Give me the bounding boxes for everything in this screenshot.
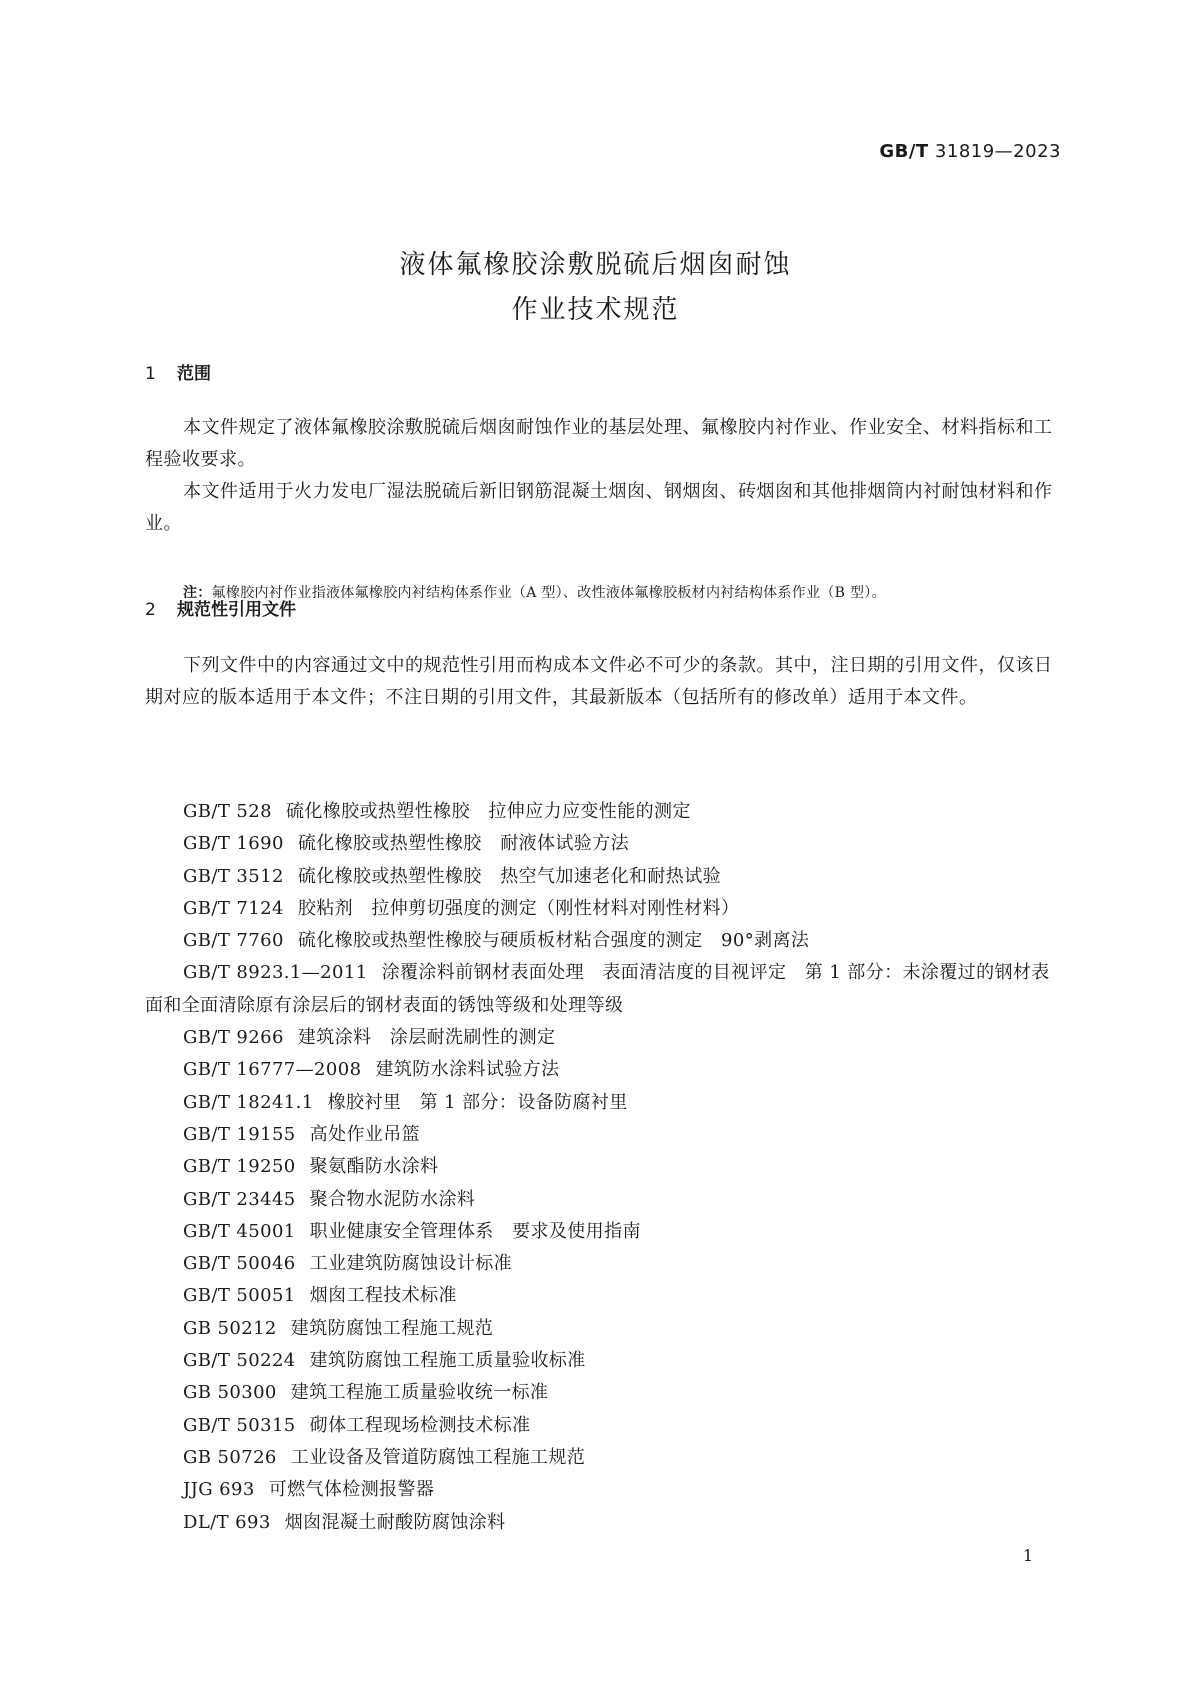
reference-item — [145, 1313, 1065, 1345]
references-intro: 下列文件中的内容通过文中的规范性引用而构成本文件必不可少的条款。其中，注日期的引用文件，仅该日期对应的版本适用于本文件；不注日期的引用文件，其最新版本（包括所有的修改单）适用于本文件。 — [145, 655, 1053, 708]
reference-item — [145, 1087, 1065, 1119]
document-title-line2: 作业技术规范 — [511, 295, 680, 325]
section-number: 1 — [145, 364, 156, 384]
reference-title: 可燃气体检测报警器 — [268, 1479, 435, 1501]
reference-item — [145, 925, 1065, 957]
reference-code: GB/T 7760 — [183, 930, 284, 952]
scope-paragraph-1: 本文件规定了液体氟橡胶涂敷脱硫后烟囱耐蚀作业的基层处理、氟橡胶内衬作业、作业安全、材料指标和工程验收要求。 — [145, 417, 1053, 470]
reference-code: GB/T 50315 — [183, 1414, 296, 1436]
reference-code: DL/T 693 — [183, 1511, 271, 1533]
note-text: 氟橡胶内衬作业指液体氟橡胶内衬结构体系作业（A 型）、改性液体氟橡胶板材内衬结构体系作业（B 型）。 — [211, 585, 886, 601]
reference-title: 硫化橡胶或热塑性橡胶 拉伸应力应变性能的测定 — [285, 801, 691, 822]
section-2-heading — [145, 595, 296, 620]
reference-title: 砌体工程现场检测技术标准 — [309, 1414, 531, 1436]
reference-title: 硫化橡胶或热塑性橡胶 耐液体试验方法 — [297, 833, 630, 855]
reference-code: GB/T 8923.1—2011 — [183, 962, 368, 984]
reference-item — [145, 1184, 1065, 1216]
standard-prefix: GB/T — [879, 141, 929, 162]
reference-title: 建筑防水涂料试验方法 — [375, 1059, 560, 1081]
reference-title: 硫化橡胶或热塑性橡胶 热空气加速老化和耐热试验 — [297, 865, 722, 887]
normative-references-list — [145, 796, 1065, 1539]
reference-code: GB/T 50051 — [183, 1285, 296, 1307]
document-title-line1: 液体氟橡胶涂敷脱硫后烟囱耐蚀 — [399, 250, 792, 280]
reference-title: 建筑防腐蚀工程施工质量验收标准 — [309, 1350, 586, 1372]
section-title: 范围 — [177, 364, 211, 384]
reference-code: GB/T 50224 — [183, 1350, 296, 1372]
page-number: 1 — [1022, 1546, 1033, 1565]
reference-code: GB/T 7124 — [183, 897, 284, 919]
reference-item — [145, 893, 1065, 925]
reference-title: 硫化橡胶或热塑性橡胶与硬质板材粘合强度的测定 90°剥离法 — [297, 930, 810, 952]
reference-code: GB/T 50046 — [183, 1253, 296, 1275]
note-label: 注： — [183, 585, 212, 601]
reference-title: 涂覆涂料前钢材表面处理 表面清洁度的目视评定 第 1 部分：未涂覆过的钢材表面和全面清除原有涂层后的钢材表面的锈蚀等级和处理等级 — [145, 962, 1050, 1016]
reference-code: GB/T 3512 — [183, 865, 284, 887]
reference-title: 建筑防腐蚀工程施工规范 — [290, 1317, 494, 1339]
reference-code: GB 50726 — [183, 1446, 277, 1468]
reference-item — [145, 1022, 1065, 1054]
reference-item — [145, 1280, 1065, 1312]
reference-code: GB/T 19155 — [183, 1123, 296, 1145]
reference-code: GB/T 9266 — [183, 1027, 284, 1049]
reference-code: JJG 693 — [183, 1479, 255, 1501]
standard-number — [879, 141, 1061, 162]
reference-code: GB/T 23445 — [183, 1188, 296, 1210]
reference-item — [145, 1507, 1065, 1539]
reference-item — [145, 1054, 1065, 1086]
reference-item — [145, 957, 1065, 1022]
reference-item — [145, 1474, 1065, 1506]
reference-title: 高处作业吊篮 — [309, 1123, 421, 1145]
reference-title: 建筑涂料 涂层耐洗刷性的测定 — [297, 1027, 556, 1049]
section-1-heading — [145, 359, 211, 384]
reference-title: 聚氨酯防水涂料 — [309, 1156, 439, 1178]
reference-item — [145, 1345, 1065, 1377]
reference-title: 烟囱工程技术标准 — [309, 1285, 457, 1307]
section-title: 规范性引用文件 — [177, 600, 296, 620]
reference-item — [145, 861, 1065, 893]
reference-title: 工业设备及管道防腐蚀工程施工规范 — [290, 1446, 586, 1468]
reference-title: 胶粘剂 拉伸剪切强度的测定（刚性材料对刚性材料） — [297, 897, 740, 919]
reference-code: GB/T 18241.1 — [183, 1091, 314, 1113]
reference-code: GB/T 19250 — [183, 1156, 296, 1178]
reference-code: GB/T 16777—2008 — [183, 1059, 362, 1081]
reference-title: 烟囱混凝土耐酸防腐蚀涂料 — [284, 1511, 506, 1533]
reference-item — [145, 796, 1065, 828]
reference-title: 建筑工程施工质量验收统一标准 — [290, 1382, 549, 1404]
reference-item — [145, 1248, 1065, 1280]
reference-item — [145, 1377, 1065, 1409]
reference-item — [145, 828, 1065, 860]
reference-item — [145, 1442, 1065, 1474]
reference-item — [145, 1119, 1065, 1151]
reference-item — [145, 1216, 1065, 1248]
reference-code: GB/T 45001 — [183, 1220, 296, 1242]
standard-code: 31819—2023 — [934, 141, 1061, 162]
reference-code: GB 50212 — [183, 1317, 277, 1339]
reference-title: 职业健康安全管理体系 要求及使用指南 — [309, 1220, 641, 1242]
reference-code: GB/T 528 — [183, 801, 272, 822]
reference-code: GB/T 1690 — [183, 833, 284, 855]
reference-item — [145, 1410, 1065, 1442]
section-number: 2 — [145, 600, 156, 620]
reference-item — [145, 1151, 1065, 1183]
reference-title: 橡胶衬里 第 1 部分：设备防腐衬里 — [327, 1091, 628, 1113]
reference-code: GB 50300 — [183, 1382, 277, 1404]
reference-title: 聚合物水泥防水涂料 — [309, 1188, 476, 1210]
scope-paragraph-2: 本文件适用于火力发电厂湿法脱硫后新旧钢筋混凝土烟囱、钢烟囱、砖烟囱和其他排烟筒内衬耐蚀材料和作业。 — [145, 481, 1053, 534]
reference-title: 工业建筑防腐蚀设计标准 — [309, 1253, 513, 1275]
